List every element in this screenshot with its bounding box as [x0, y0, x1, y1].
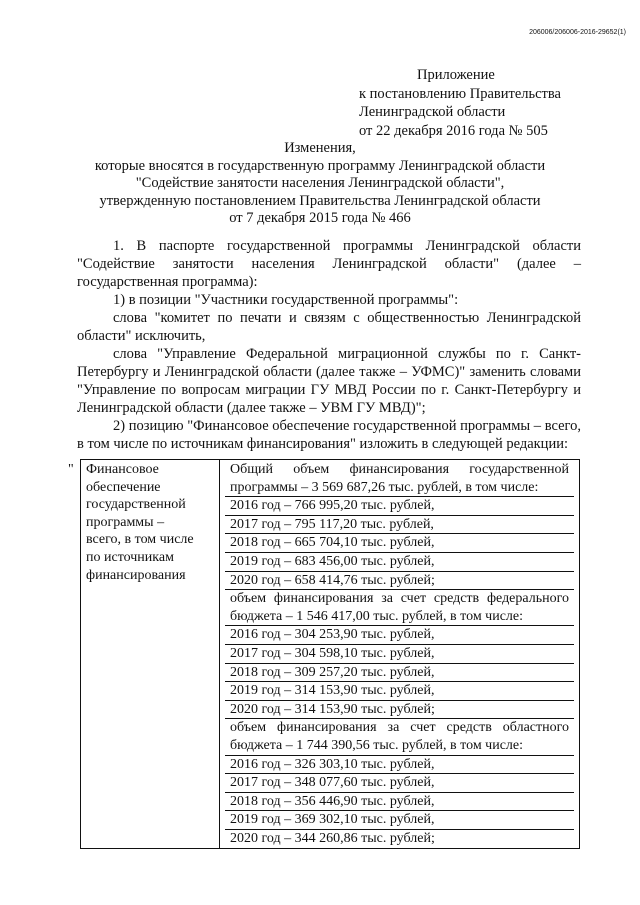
table-cell-values — [220, 460, 580, 849]
quote-mark: " — [68, 462, 74, 477]
document-id: 206006/206006-2016-29652(1) — [529, 29, 626, 36]
value-line: 2017 год – 304 598,10 тыс. рублей, — [225, 644, 574, 663]
label-line: всего, в том числе — [86, 532, 194, 548]
label-line: финансирования — [86, 567, 186, 583]
value-line: 2020 год – 314 153,90 тыс. рублей; — [225, 700, 574, 719]
appendix-date: от 22 декабря 2016 года № 505 — [359, 122, 548, 139]
paragraph: 1. В паспорте государственной программы Ленинградской области "Содействие занятости населения Ленинградской области" (далее – государственная программа): — [77, 238, 581, 290]
paragraph: 1) в позиции "Участники государственной программы": — [113, 292, 459, 308]
heading-line: утвержденную постановлением Правительства Ленинградской области — [99, 192, 541, 209]
document-heading — [60, 140, 580, 228]
value-line: объем финансирования за счет средств областного — [225, 718, 574, 737]
financing-table — [80, 459, 580, 849]
heading-line: от 7 декабря 2015 года № 466 — [229, 210, 411, 226]
value-line: программы – 3 569 687,26 тыс. рублей, в том числе: — [230, 479, 539, 495]
value-line: Общий объем финансирования государственной — [230, 462, 569, 477]
label-line: программы – — [86, 514, 165, 530]
value-line: 2017 год – 348 077,60 тыс. рублей, — [225, 773, 574, 792]
value-line: 2020 год – 344 260,86 тыс. рублей; — [225, 829, 574, 848]
value-line: 2017 год – 795 117,20 тыс. рублей, — [225, 515, 574, 534]
table-cell-label — [81, 460, 220, 849]
value-line: 2018 год – 309 257,20 тыс. рублей, — [225, 663, 574, 682]
value-line: 2020 год – 658 414,76 тыс. рублей; — [225, 571, 574, 590]
label-line: обеспечение — [86, 479, 161, 495]
label-line: государственной — [86, 497, 186, 513]
value-line: 2016 год – 326 303,10 тыс. рублей, — [225, 755, 574, 774]
value-line: 2016 год – 766 995,20 тыс. рублей, — [225, 496, 574, 515]
table-row — [81, 460, 580, 849]
label-line: Финансовое — [86, 462, 159, 477]
appendix-title: Приложение — [417, 67, 495, 83]
value-line: бюджета – 1 546 417,00 тыс. рублей, в том числе: — [230, 608, 524, 624]
value-line: 2019 год – 369 302,10 тыс. рублей, — [225, 810, 574, 829]
heading-line: Изменения, — [284, 140, 356, 156]
label-line: по источникам — [86, 549, 174, 565]
value-line: 2016 год – 304 253,90 тыс. рублей, — [225, 625, 574, 644]
paragraph: слова "комитет по печати и связям с общественностью Ленинградской области" исключить, — [77, 310, 581, 344]
heading-line: которые вносятся в государственную программу Ленинградской области — [94, 157, 546, 174]
appendix-block — [359, 66, 561, 140]
value-line: 2018 год – 665 704,10 тыс. рублей, — [225, 533, 574, 552]
value-line: объем финансирования за счет средств федерального — [225, 589, 574, 608]
value-line: 2019 год – 314 153,90 тыс. рублей, — [225, 681, 574, 700]
document-body — [77, 237, 581, 453]
value-line: бюджета – 1 744 390,56 тыс. рублей, в том числе: — [230, 737, 524, 753]
paragraph: слова "Управление Федеральной миграционной службы по г. Санкт-Петербургу и Ленинградской области (далее также – УФМС)" заменить словами "Управление по вопросам миграции ГУ МВД России по г. Санкт-Петербургу и Ленинградской области (далее также – УВМ ГУ МВД)"; — [77, 346, 581, 416]
value-line: 2018 год – 356 446,90 тыс. рублей, — [225, 792, 574, 811]
paragraph: 2) позицию "Финансовое обеспечение государственной программы – всего, в том числе по источникам финансирования" изложить в следующей редакции: — [77, 418, 581, 452]
value-line: 2019 год – 683 456,00 тыс. рублей, — [225, 552, 574, 571]
heading-line: "Содействие занятости населения Ленинградской области", — [135, 175, 505, 191]
appendix-line: к постановлению Правительства — [359, 85, 561, 102]
appendix-line: Ленинградской области — [359, 104, 506, 120]
